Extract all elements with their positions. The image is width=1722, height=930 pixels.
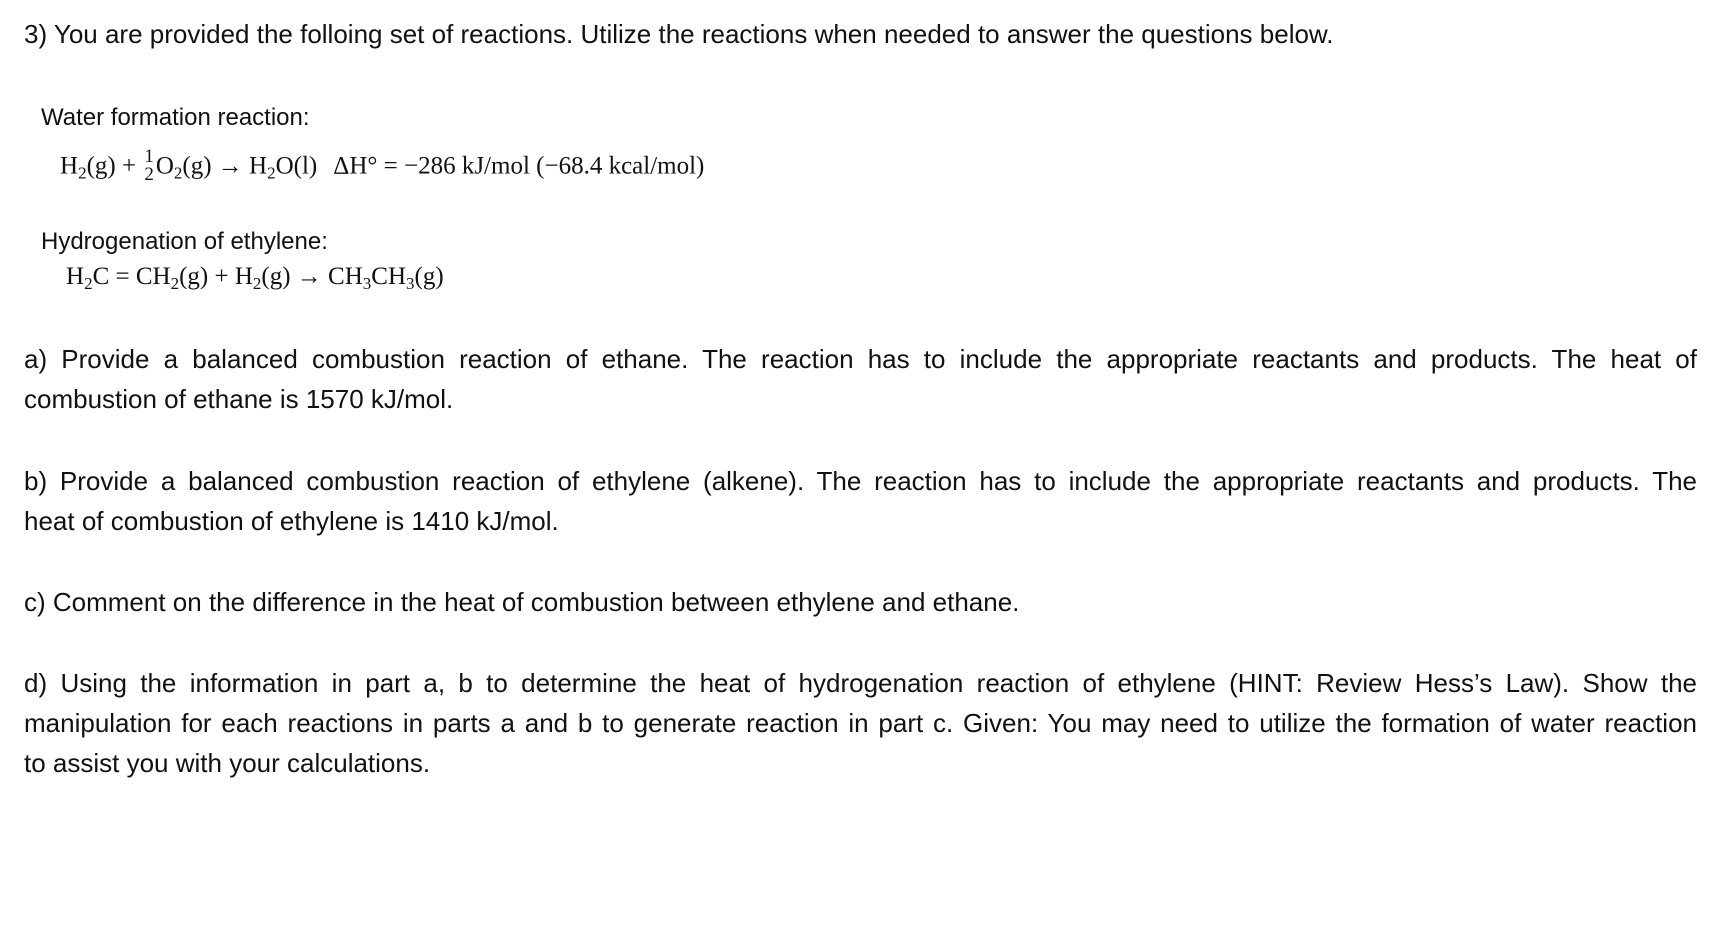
question-b-line-1: b) Provide a balanced combustion reaction of ethylene (alkene). The reaction has to include the appropriate reactants and products. The <box>24 466 1697 496</box>
water-formation-label: Water formation reaction: <box>41 104 310 131</box>
hydrogenation-label: Hydrogenation of ethylene: <box>41 228 328 255</box>
hydrogenation-equation: $H_2C = CH_2(g) + H_2(g) \to CH_3CH_3(g)$ <box>66 263 444 293</box>
intro-text: 3) You are provided the folloing set of reactions. Utilize the reactions when needed to answer the questions below. <box>24 19 1334 49</box>
question-d-line-2: manipulation for each reactions in parts a and b to generate reaction in part c. Given: You may need to utilize the formation of water reaction <box>24 708 1697 738</box>
water-formation-enthalpy: ΔH° = −286 kJ/mol (−68.4 kcal/mol) <box>333 152 705 180</box>
question-a-line-2: combustion of ethane is 1570 kJ/mol. <box>24 384 454 414</box>
question-a-line-1: a) Provide a balanced combustion reaction of ethane. The reaction has to include the appropriate reactants and products. The heat of <box>24 344 1697 374</box>
question-c: c) Comment on the difference in the heat of combustion between ethylene and ethane. <box>24 587 1020 617</box>
water-formation-equation: $H_2(g)$ + 1 2 $O_2(g) \to H_2O(l) \Delta H^\circ = -286$ kJ/mol (−68.4 kcal/mol) <box>60 146 705 185</box>
one-half-fraction: 1 2 <box>144 146 154 185</box>
question-b-line-2: heat of combustion of ethylene is 1410 kJ/mol. <box>24 506 559 536</box>
question-d-line-3: to assist you with your calculations. <box>24 748 431 778</box>
question-d-line-1: d) Using the information in part a, b to determine the heat of hydrogenation reaction of ethylene (HINT: Review Hess’s Law). Show the <box>24 668 1697 698</box>
